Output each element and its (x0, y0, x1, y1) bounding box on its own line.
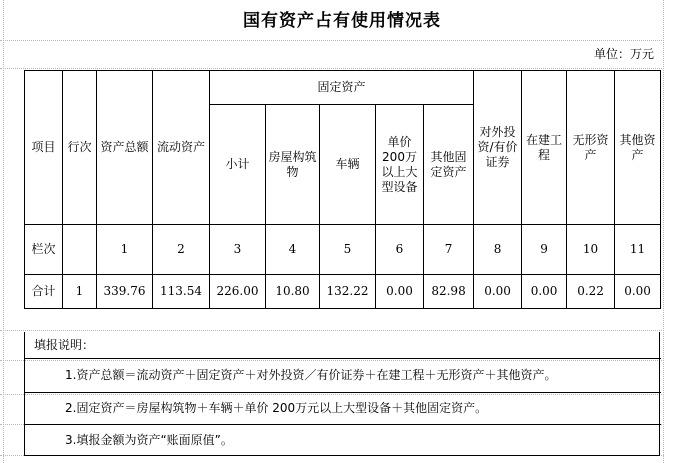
page-title: 国有资产占有使用情况表 (243, 11, 441, 31)
header-current-assets: 流动资产 (153, 71, 210, 225)
column-number: 2 (153, 225, 210, 275)
header-row-no: 行次 (63, 71, 97, 225)
notes-box (24, 332, 660, 456)
note-item: 1.资产总额＝流动资产＋固定资产＋对外投资／有价证券＋在建工程＋无形资产＋其他资产。 (65, 368, 557, 382)
header-other-assets: 其他资产 (615, 71, 661, 225)
header-construction: 在建工程 (522, 71, 567, 225)
column-number: 11 (615, 225, 661, 275)
notes-heading: 填报说明： (34, 338, 95, 352)
total-value: 0.00 (474, 275, 522, 309)
total-value: 0.00 (376, 275, 424, 309)
header-fixed-assets: 固定资产 (210, 71, 474, 105)
header-subtotal: 小计 (210, 105, 266, 225)
gridline (663, 0, 664, 463)
column-number: 5 (320, 225, 376, 275)
header-buildings: 房屋构筑物 (266, 105, 320, 225)
header-investment: 对外投资/有价证券 (474, 71, 522, 225)
total-value: 0.22 (567, 275, 615, 309)
header-large-equipment: 单价200万以上大型设备 (376, 105, 424, 225)
column-number: 3 (210, 225, 266, 275)
note-item: 3.填报金额为资产“账面原值”。 (65, 433, 233, 447)
gridline (3, 0, 4, 463)
total-value: 0.00 (522, 275, 567, 309)
column-number: 8 (474, 225, 522, 275)
gridline (0, 40, 664, 41)
header-item: 项目 (25, 71, 63, 225)
total-value: 226.00 (210, 275, 266, 309)
column-row-label: 栏次 (25, 225, 63, 275)
column-number: 9 (522, 225, 567, 275)
header-other-fixed: 其他固定资产 (424, 105, 474, 225)
asset-table (24, 70, 661, 309)
column-row-blank (63, 225, 97, 275)
column-number: 10 (567, 225, 615, 275)
gridline (0, 68, 664, 69)
note-item: 2.固定资产＝房屋构筑物＋车辆＋单价 200万元以上大型设备＋其他固定资产。 (65, 401, 488, 415)
total-value: 82.98 (424, 275, 474, 309)
header-total-assets: 资产总额 (97, 71, 153, 225)
header-vehicles: 车辆 (320, 105, 376, 225)
column-number: 7 (424, 225, 474, 275)
total-value: 132.22 (320, 275, 376, 309)
total-value: 339.76 (97, 275, 153, 309)
total-value: 0.00 (615, 275, 661, 309)
total-row-no: 1 (63, 275, 97, 309)
header-intangible: 无形资产 (567, 71, 615, 225)
column-number: 1 (97, 225, 153, 275)
gridline (0, 330, 664, 331)
column-number: 6 (376, 225, 424, 275)
total-value: 10.80 (266, 275, 320, 309)
unit-label: 单位：万元 (593, 47, 654, 61)
column-number: 4 (266, 225, 320, 275)
total-row-label: 合计 (25, 275, 63, 309)
notes-divider (25, 358, 661, 359)
total-value: 113.54 (153, 275, 210, 309)
